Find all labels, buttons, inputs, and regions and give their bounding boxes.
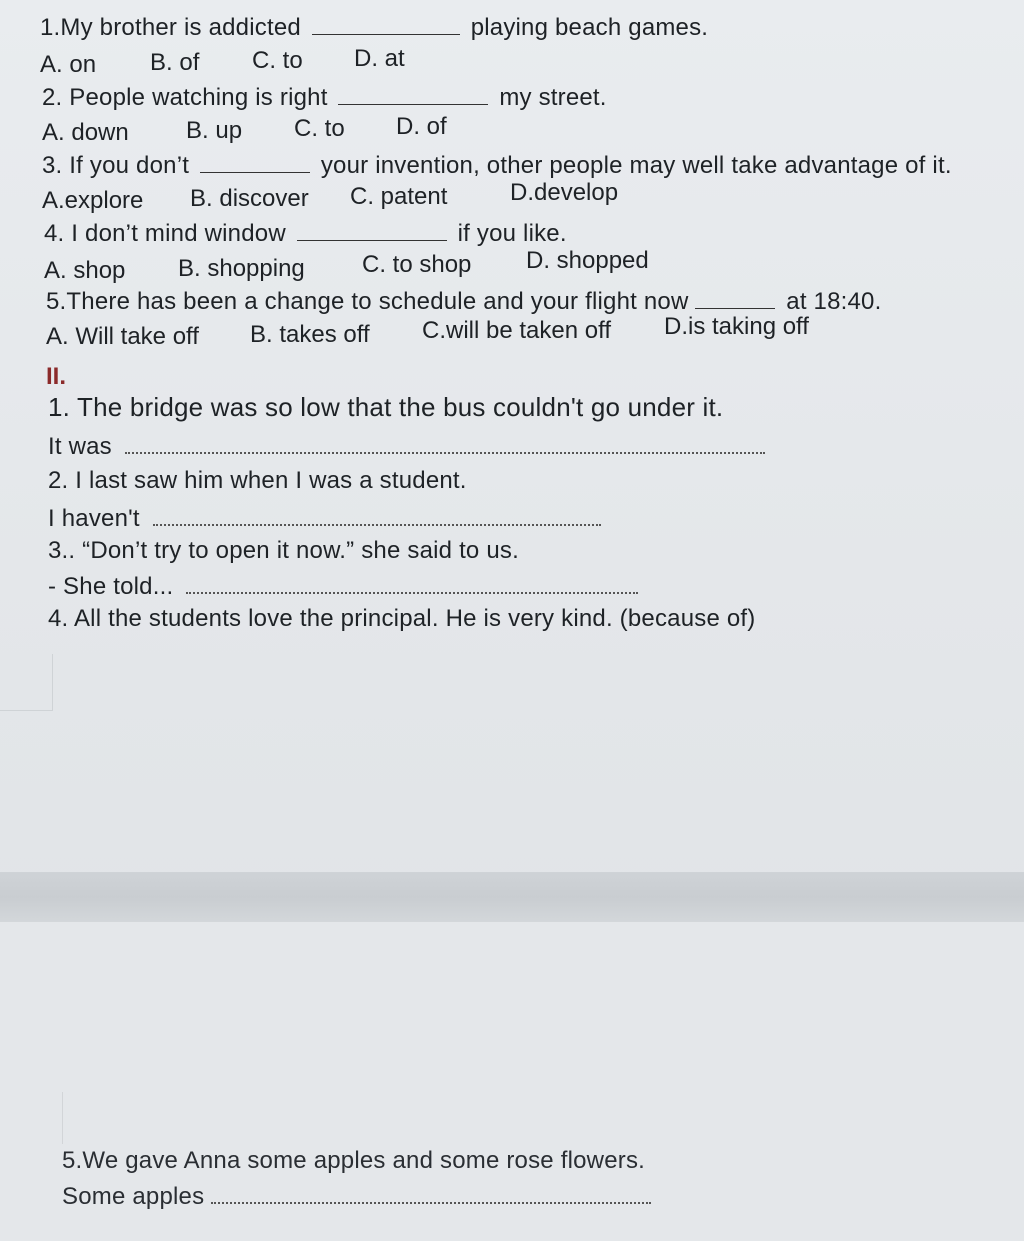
rewrite-1-answer-line[interactable] [125, 434, 765, 454]
rewrite-2-prompt: I haven't [48, 505, 140, 532]
q1-option-d[interactable]: D. at [354, 45, 405, 72]
rewrite-4-sentence: 4. All the students love the principal. He is very kind. (because of) [48, 605, 756, 632]
q2-stem: 2. People watching is right [42, 84, 328, 111]
rewrite-1-line [48, 432, 765, 462]
rewrite-5-prompt: Some apples [62, 1183, 205, 1210]
rewrite-3-line [48, 572, 638, 602]
rewrite-5-line [62, 1182, 651, 1212]
q3-line [42, 150, 952, 181]
rewrite-2-answer-line[interactable] [153, 506, 601, 526]
q4-option-c[interactable]: C. to shop [362, 251, 472, 278]
q3-after: your invention, other people may well take advantage of it. [320, 152, 952, 179]
q2-option-b[interactable]: B. up [186, 117, 243, 144]
rewrite-5-answer-line[interactable] [211, 1184, 651, 1204]
rewrite-2-sentence: 2. I last saw him when I was a student. [48, 467, 467, 494]
q3-blank[interactable] [200, 150, 310, 173]
q2-blank[interactable] [338, 82, 488, 105]
q2-option-c[interactable]: C. to [294, 115, 345, 142]
q3-option-b[interactable]: B. discover [190, 185, 309, 212]
rewrite-2-line [48, 504, 601, 534]
page-margin-mark [0, 654, 53, 711]
q5-option-c[interactable]: C.will be taken off [422, 317, 611, 344]
q2-line [42, 82, 607, 113]
q5-after: at 18:40. [786, 288, 882, 315]
q4-blank[interactable] [297, 218, 447, 241]
page-margin-mark-2 [0, 1092, 63, 1144]
q1-blank[interactable] [312, 12, 460, 35]
rewrite-3-sentence: 3.. “Don’t try to open it now.” she said to us. [48, 537, 519, 564]
q5-option-b[interactable]: B. takes off [250, 321, 370, 348]
rewrite-1-prompt: It was [48, 433, 112, 460]
q1-after: playing beach games. [470, 14, 709, 41]
q4-option-a[interactable]: A. shop [44, 257, 126, 284]
q2-option-a[interactable]: A. down [42, 119, 129, 146]
q2-option-d[interactable]: D. of [396, 113, 447, 140]
q1-option-a[interactable]: A. on [40, 51, 97, 78]
q4-option-b[interactable]: B. shopping [178, 255, 305, 282]
q3-stem: 3. If you don’t [42, 152, 190, 179]
page-break-band [0, 872, 1024, 922]
q4-option-d[interactable]: D. shopped [526, 247, 649, 274]
rewrite-1-sentence: 1. The bridge was so low that the bus couldn't go under it. [48, 392, 724, 422]
q4-line [44, 218, 567, 249]
q3-option-c[interactable]: C. patent [350, 183, 448, 210]
q4-after: if you like. [457, 220, 567, 247]
q1-option-c[interactable]: C. to [252, 47, 303, 74]
q1-option-b[interactable]: B. of [150, 49, 200, 76]
rewrite-3-prompt: - She told... [48, 573, 174, 600]
q5-stem: 5.There has been a change to schedule and your flight now [46, 288, 689, 315]
rewrite-3-answer-line[interactable] [186, 574, 638, 594]
q5-option-a[interactable]: A. Will take off [46, 323, 199, 350]
q5-blank[interactable] [695, 286, 775, 309]
q1-stem: 1.My brother is addicted [40, 14, 301, 41]
q5-option-d[interactable]: D.is taking off [664, 313, 809, 340]
q2-after: my street. [499, 84, 607, 111]
q1-line [40, 12, 708, 43]
rewrite-5-sentence: 5.We gave Anna some apples and some rose flowers. [62, 1147, 646, 1174]
q4-stem: 4. I don’t mind window [44, 220, 286, 247]
q3-option-a[interactable]: A.explore [42, 187, 144, 214]
section-heading: II. [46, 363, 67, 390]
q3-option-d[interactable]: D.develop [510, 179, 619, 206]
